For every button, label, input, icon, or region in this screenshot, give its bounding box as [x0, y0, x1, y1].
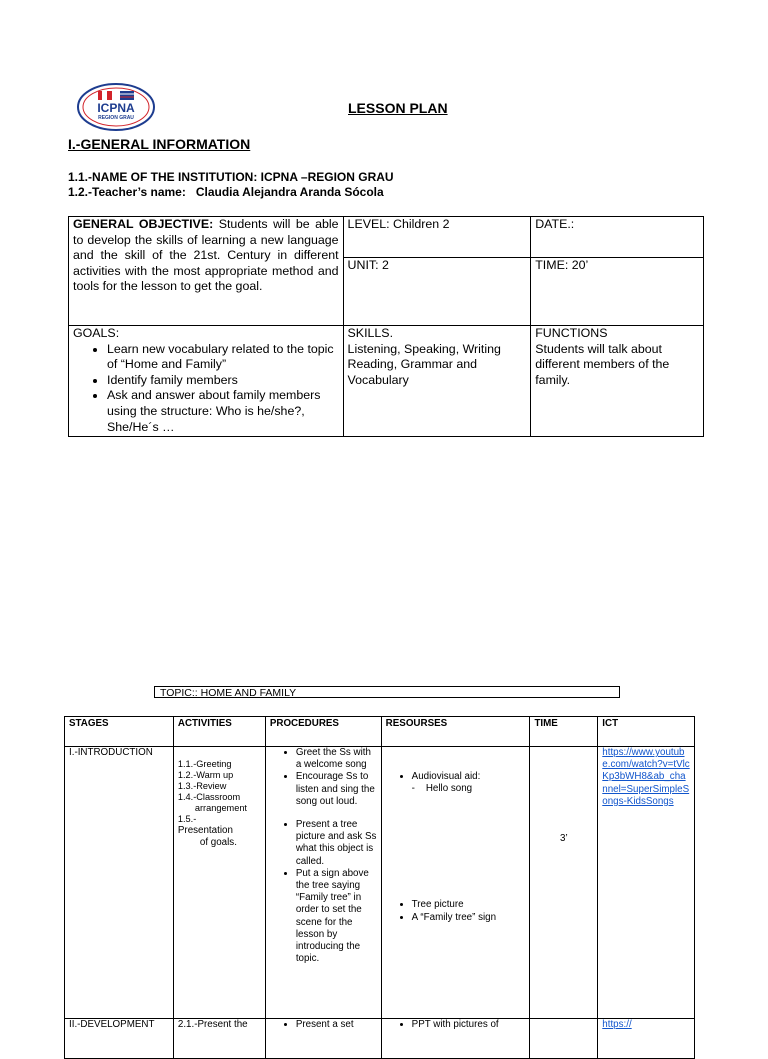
resources-list-b: [386, 899, 526, 923]
goal-item: • Identify family members: [107, 373, 339, 389]
activity-item: arrangement: [194, 803, 247, 813]
resource-item: • PPT with pictures of: [412, 1019, 526, 1031]
general-objective-cell: [69, 217, 344, 326]
date-cell: DATE.:: [531, 217, 704, 258]
resources-development: [381, 1019, 530, 1059]
procedure-item: • Greet the Ss with a welcome song: [296, 747, 377, 771]
unit-cell: UNIT: 2: [343, 258, 531, 326]
resources-introduction: [381, 747, 530, 1019]
resource-item: • A “Family tree” sign: [412, 912, 526, 924]
resource-item: • Tree picture: [412, 899, 526, 911]
procedures-development: [265, 1019, 381, 1059]
ict-link[interactable]: https://: [602, 1019, 632, 1030]
icpna-logo: [76, 82, 156, 132]
institution-name: 1.1.-NAME OF THE INSTITUTION: ICPNA –REGION GRAU: [68, 170, 394, 184]
ict-development: [598, 1019, 695, 1059]
goal-item: • Ask and answer about family members using the structure: Who is he/she?, She/He´s …: [107, 388, 339, 435]
resource-item: • Audiovisual aid:: [412, 771, 526, 783]
procedure-item: • Present a tree picture and ask Ss what this object is called.: [296, 819, 377, 868]
header-ict: ICT: [598, 717, 695, 747]
header-resources: RESOURSES: [381, 717, 530, 747]
objective-label: GENERAL OBJECTIVE:: [73, 217, 214, 231]
header-activities: ACTIVITIES: [173, 717, 265, 747]
goals-label: GOALS:: [73, 326, 120, 340]
activity-item: 1.4.-Classroom: [177, 792, 241, 802]
activities-introduction: [173, 747, 265, 1019]
procedure-item: • Present a set: [296, 1019, 377, 1031]
topic-box: TOPIC:: HOME AND FAMILY: [154, 686, 620, 698]
goal-item: • Learn new vocabulary related to the topic of “Home and Family”: [107, 342, 339, 373]
functions-cell: [531, 326, 704, 437]
activity-item: 1.1.-Greeting: [177, 759, 232, 769]
functions-text: Students will talk about different members of the family.: [535, 341, 670, 387]
goals-cell: [69, 326, 344, 437]
time-cell: TIME: 20’: [531, 258, 704, 326]
header-stages: STAGES: [65, 717, 174, 747]
ict-introduction: [598, 747, 695, 1019]
skills-label: SKILLS.: [347, 326, 394, 340]
page-title: LESSON PLAN: [348, 100, 448, 116]
resources-list-a: [386, 771, 526, 783]
activity-item: 1.3.-Review: [177, 781, 227, 791]
activities-development: 2.1.-Present the: [173, 1019, 265, 1059]
functions-label: FUNCTIONS: [535, 326, 608, 340]
logo-subtext: REGION GRAU: [98, 115, 134, 121]
goals-list: [73, 342, 339, 436]
header-time: TIME: [530, 717, 598, 747]
logo-text: ICPNA: [97, 101, 135, 115]
time-development: [530, 1019, 598, 1059]
objective-text: Students will be able to develop the skills of learning a new language and the skill of the 21st. Century in different activities with the most appropriate method and tools for the lesson to get the goal.: [73, 217, 339, 294]
activity-item: 1.2.-Warm up: [177, 770, 234, 780]
level-cell: LEVEL: Children 2: [343, 217, 531, 258]
stage-development: II.-DEVELOPMENT: [65, 1019, 174, 1059]
procedure-item: • Put a sign above the tree saying “Family tree” in order to set the scene for the lesson by introducing the topic.: [296, 868, 377, 966]
section-heading: I.-GENERAL INFORMATION: [68, 136, 251, 152]
procedures-introduction: [265, 747, 381, 1019]
header-procedures: PROCEDURES: [265, 717, 381, 747]
general-info-table: [68, 216, 704, 437]
stage-introduction: I.-INTRODUCTION: [65, 747, 174, 1019]
skills-cell: [343, 326, 531, 437]
time-introduction: 3’: [530, 747, 598, 1019]
ict-link[interactable]: https://www.youtube.com/watch?v=tVlcKp3bWH8&ab_channel=SuperSimpleSongs-KidsSongs: [602, 747, 690, 807]
lesson-plan-table: [64, 716, 695, 1059]
procedure-item: • Encourage Ss to listen and sing the song out loud.: [296, 771, 377, 808]
teacher-name: 1.2.-Teacher’s name: Claudia Alejandra Aranda Sócola: [68, 185, 384, 199]
resource-subitem: - Hello song: [411, 783, 473, 795]
activity-item: of goals.: [199, 837, 237, 849]
activity-item: Presentation: [177, 825, 233, 836]
activity-item: 1.5.-: [177, 814, 197, 824]
skills-text: Listening, Speaking, Writing Reading, Grammar and Vocabulary: [347, 341, 501, 387]
procedures-list: [270, 747, 377, 965]
